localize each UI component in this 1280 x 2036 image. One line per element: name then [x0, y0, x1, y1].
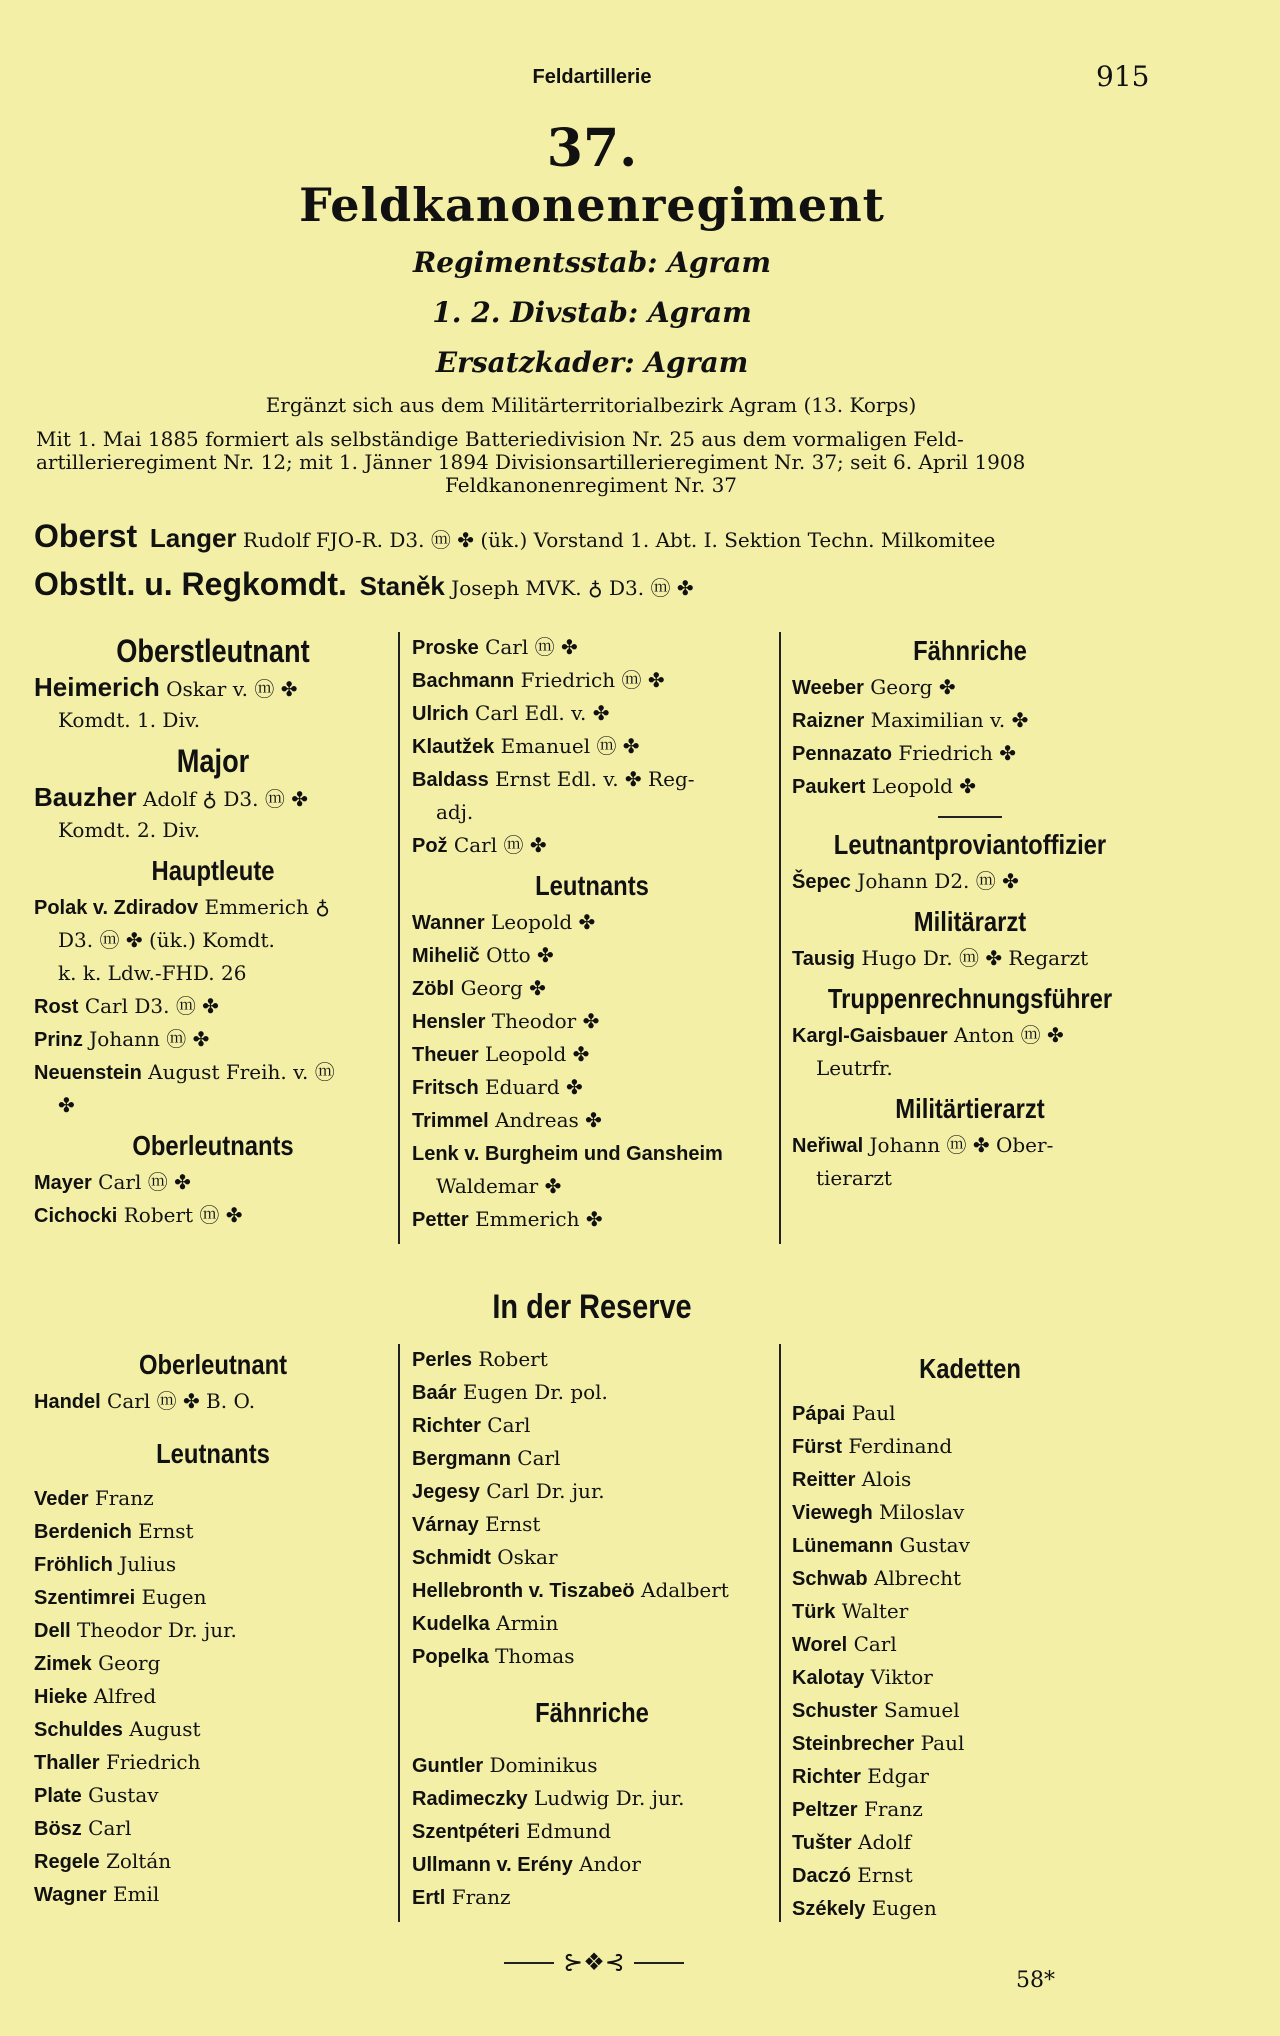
- officer-name: Proske: [412, 637, 479, 659]
- officer-name: Popelka: [412, 1646, 489, 1668]
- reserve-column-1: [34, 1342, 392, 1912]
- officer-details: Paul: [851, 1401, 896, 1425]
- officer-details: Albrecht: [873, 1566, 962, 1590]
- officer-details: Carl ⓜ ✤: [98, 1170, 191, 1194]
- officer-details: Hugo Dr. ⓜ ✤ Regarzt: [861, 946, 1089, 970]
- officer-note: Komdt. 1. Div.: [58, 708, 201, 732]
- officer-name: Paukert: [792, 776, 866, 798]
- officer-name: Ertl: [412, 1887, 446, 1909]
- officer-details: Franz: [863, 1797, 923, 1821]
- officer-name: Šepec: [792, 871, 851, 893]
- officer-details: Georg: [98, 1651, 161, 1675]
- officer-details: Carl: [853, 1632, 897, 1656]
- officer-name: Reitter: [792, 1469, 856, 1491]
- page-number: 915: [1096, 60, 1150, 93]
- regimentsstab-line: Regimentsstab: Agram: [412, 246, 772, 279]
- heading-faehnriche: Fähnriche: [913, 635, 1027, 666]
- heading-oberstleutnant: Oberstleutnant: [116, 633, 310, 669]
- officer-name: Steinbrecher: [792, 1733, 915, 1755]
- officer-name: Richter: [412, 1415, 481, 1437]
- history-line-3: Feldkanonenregiment Nr. 37: [444, 473, 738, 497]
- officer-name: Kalotay: [792, 1667, 865, 1689]
- officer-name: Petter: [412, 1209, 469, 1231]
- officer-name: Zöbl: [412, 978, 455, 1000]
- column-divider: [398, 1344, 400, 1922]
- officer-name: Szentimrei: [34, 1587, 136, 1609]
- signature-mark: 58*: [1016, 1968, 1055, 1993]
- officer-name: Polak v. Zdiradov: [34, 897, 199, 919]
- officer-details: Viktor: [870, 1665, 933, 1689]
- officer-details: Carl D3. ⓜ ✤: [84, 994, 219, 1018]
- colonel-name: Langer: [149, 523, 237, 553]
- officer-details: Ernst Edl. v. ✤ Reg-: [495, 767, 695, 791]
- officer-name: Trimmel: [412, 1110, 489, 1132]
- reserve-heading: In der Reserve: [492, 1288, 692, 1326]
- officer-name: Viewegh: [792, 1502, 873, 1524]
- officer-details: Friedrich: [105, 1750, 201, 1774]
- officer-name: Hellebronth v. Tiszabeö: [412, 1580, 635, 1602]
- officer-details: Carl Dr. jur.: [486, 1479, 605, 1503]
- officer-details: Edgar: [867, 1764, 929, 1788]
- heading-major: Major: [176, 743, 250, 779]
- officer-name: Fritsch: [412, 1077, 479, 1099]
- officer-details: Johann ⓜ ✤: [89, 1027, 210, 1051]
- heading-militaerarzt: Militärarzt: [913, 906, 1027, 937]
- officer-name: Szentpéteri: [412, 1821, 520, 1843]
- officer-details: Robert: [478, 1347, 548, 1371]
- officer-details: Samuel: [883, 1698, 960, 1722]
- column-divider: [779, 632, 781, 1244]
- officer-name: Daczó: [792, 1865, 851, 1887]
- officer-name: Pápai: [792, 1403, 846, 1425]
- officer-details-cont: ✤: [58, 1093, 75, 1117]
- officer-name: Schwab: [792, 1568, 868, 1590]
- officer-details: Eugen: [141, 1585, 207, 1609]
- officer-name: Pož: [412, 835, 448, 857]
- officer-details: Emil: [112, 1882, 160, 1906]
- officer-details: Johann D2. ⓜ ✤: [857, 869, 1019, 893]
- officer-name: Várnay: [412, 1514, 479, 1536]
- officer-details: Theodor Dr. jur.: [77, 1618, 237, 1642]
- heading-kadetten: Kadetten: [919, 1353, 1021, 1384]
- running-title: Feldartillerie: [532, 66, 652, 88]
- officer-name: Weeber: [792, 677, 864, 699]
- officer-details: Johann ⓜ ✤ Ober-: [869, 1133, 1054, 1157]
- officer-name: Baldass: [412, 769, 489, 791]
- colonel-line: [34, 518, 995, 555]
- footer-ornament: ⊱❖⊰: [554, 1948, 634, 1976]
- officer-name: Bachmann: [412, 670, 515, 692]
- officer-name: Tušter: [792, 1832, 852, 1854]
- officer-name: Mayer: [34, 1172, 92, 1194]
- officer-name: Lenk v. Burgheim und Gansheim: [412, 1143, 723, 1165]
- officer-details: Ludwig Dr. jur.: [533, 1786, 685, 1810]
- colonel-details: Rudolf FJO-R. D3. ⓜ ✤ (ük.) Vorstand 1. Abt. I. Sektion Techn. Milkomitee: [242, 528, 996, 552]
- officer-name: Heimerich: [34, 672, 160, 702]
- officer-name: Jegesy: [412, 1481, 480, 1503]
- officer-name: Wanner: [412, 912, 485, 934]
- officer-details: Dominikus: [489, 1753, 598, 1777]
- officer-name: Kudelka: [412, 1613, 490, 1635]
- commander-details: Joseph MVK. ♁ D3. ⓜ ✤: [451, 576, 694, 600]
- active-column-1: [34, 628, 392, 1233]
- officer-name: Bösz: [34, 1818, 82, 1840]
- officer-name: Wagner: [34, 1884, 107, 1906]
- officer-details-cont: k. k. Ldw.-FHD. 26: [58, 961, 247, 985]
- officer-name: Schuster: [792, 1700, 878, 1722]
- officer-name: Neuenstein: [34, 1062, 142, 1084]
- officer-details-cont: Leutrfr.: [816, 1056, 893, 1080]
- officer-name: Mihelič: [412, 945, 480, 967]
- officer-details: Carl: [517, 1446, 561, 1470]
- ersatzkader-line: Ersatzkader: Agram: [435, 346, 749, 379]
- officer-details: Leopold ✤: [485, 1042, 590, 1066]
- officer-name: Veder: [34, 1488, 89, 1510]
- officer-name: Neřiwal: [792, 1135, 864, 1157]
- officer-details: August Freih. v. ⓜ: [148, 1060, 335, 1084]
- officer-details: Friedrich ✤: [898, 741, 1017, 765]
- officer-details: Leopold ✤: [490, 910, 596, 934]
- officer-details: Georg ✤: [870, 675, 956, 699]
- officer-name: Plate: [34, 1785, 82, 1807]
- officer-name: Berdenich: [34, 1521, 132, 1543]
- officer-details: Robert ⓜ ✤: [123, 1203, 243, 1227]
- officer-name: Zimek: [34, 1653, 92, 1675]
- officer-details: Eugen: [871, 1896, 937, 1920]
- officer-details: Miloslav: [879, 1500, 965, 1524]
- officer-name: Ullmann v. Erény: [412, 1854, 573, 1876]
- officer-details: Zoltán: [105, 1849, 172, 1873]
- officer-details: Andor: [579, 1852, 641, 1876]
- officer-details: Emmerich ✤: [475, 1207, 603, 1231]
- officer-details: Ernst: [485, 1512, 541, 1536]
- heading-leutnants: Leutnants: [535, 870, 649, 901]
- active-column-3: [792, 628, 1148, 1196]
- officer-name: Raizner: [792, 710, 865, 732]
- officer-details: Adalbert: [641, 1578, 729, 1602]
- officer-details: Alois: [861, 1467, 912, 1491]
- officer-details: August: [129, 1717, 201, 1741]
- officer-name: Worel: [792, 1634, 848, 1656]
- officer-details: Ferdinand: [848, 1434, 953, 1458]
- officer-details: Julius: [119, 1552, 177, 1576]
- officer-name: Theuer: [412, 1044, 479, 1066]
- officer-name: Baár: [412, 1382, 457, 1404]
- officer-details: Gustav: [88, 1783, 159, 1807]
- officer-details: Edmund: [526, 1819, 612, 1843]
- officer-name: Türk: [792, 1601, 836, 1623]
- officer-name: Tausig: [792, 948, 855, 970]
- officer-details: Paul: [920, 1731, 965, 1755]
- officer-name: Fürst: [792, 1436, 842, 1458]
- supplement-text: Ergänzt sich aus dem Militärterritorialbezirk Agram (13. Korps): [265, 393, 917, 417]
- officer-details: Georg ✤: [460, 976, 546, 1000]
- commander-rank: Obstlt. u. Regkomdt.: [34, 566, 347, 602]
- officer-name: Bauzher: [34, 782, 137, 812]
- officer-name: Fröhlich: [34, 1554, 113, 1576]
- officer-details: Emmerich ♁: [204, 895, 330, 919]
- officer-name: Pennazato: [792, 743, 893, 765]
- heading-rechnungsfuehrer: Truppenrechnungsführer: [827, 983, 1113, 1014]
- officer-details: Thomas: [495, 1644, 575, 1668]
- reserve-column-2: [412, 1344, 772, 1915]
- officer-details: Emanuel ⓜ ✤: [500, 734, 640, 758]
- officer-details: Otto ✤: [486, 943, 554, 967]
- heading-reserve-oberleutnant: Oberleutnant: [138, 1349, 288, 1380]
- officer-details: Adolf ♁ D3. ⓜ ✤: [142, 787, 308, 811]
- commander-line: [34, 566, 694, 603]
- officer-name: Dell: [34, 1620, 71, 1642]
- colonel-rank: Oberst: [34, 518, 138, 554]
- heading-oberleutnants: Oberleutnants: [132, 1130, 294, 1161]
- officer-details: Andreas ✤: [495, 1108, 602, 1132]
- officer-note: Komdt. 2. Div.: [58, 818, 201, 842]
- officer-name: Handel: [34, 1391, 101, 1413]
- officer-details: Ernst: [138, 1519, 194, 1543]
- officer-details: Maximilian v. ✤: [870, 708, 1029, 732]
- officer-details: Carl ⓜ ✤: [453, 833, 547, 857]
- heading-reserve-leutnants: Leutnants: [156, 1438, 270, 1469]
- officer-details: Carl: [88, 1816, 132, 1840]
- officer-details: Oskar v. ⓜ ✤: [166, 677, 298, 701]
- officer-name: Peltzer: [792, 1799, 858, 1821]
- officer-details: Carl Edl. v. ✤: [475, 701, 610, 725]
- regiment-name: Feldkanonenregiment: [299, 178, 885, 232]
- officer-name: Lünemann: [792, 1535, 894, 1557]
- active-column-2: [412, 632, 772, 1237]
- officer-details: Gustav: [899, 1533, 970, 1557]
- officer-name: Kargl-Gaisbauer: [792, 1025, 948, 1047]
- divstab-line: 1. 2. Divstab: Agram: [432, 296, 752, 329]
- officer-name: Székely: [792, 1898, 866, 1920]
- reserve-column-3: [792, 1348, 1148, 1926]
- officer-details: Franz: [451, 1885, 511, 1909]
- officer-name: Guntler: [412, 1755, 484, 1777]
- commander-name: Staněk: [359, 571, 445, 601]
- officer-details: Leopold ✤: [871, 774, 977, 798]
- history-line-1: Mit 1. Mai 1885 formiert als selbständige Batteriedivision Nr. 25 aus dem vormaligen Feld-: [36, 427, 964, 451]
- officer-details: Carl ⓜ ✤ B. O.: [107, 1389, 256, 1413]
- section-rule: [938, 816, 1002, 818]
- officer-name: Prinz: [34, 1029, 83, 1051]
- officer-name: Schmidt: [412, 1547, 491, 1569]
- officer-details: Oskar: [497, 1545, 558, 1569]
- officer-name: Cichocki: [34, 1205, 118, 1227]
- officer-details: Anton ⓜ ✤: [953, 1023, 1064, 1047]
- officer-name: Perles: [412, 1349, 473, 1371]
- column-divider: [398, 632, 400, 1244]
- officer-details: Armin: [496, 1611, 559, 1635]
- officer-name: Hieke: [34, 1686, 88, 1708]
- officer-details: Carl: [487, 1413, 531, 1437]
- officer-details-cont: tierarzt: [816, 1166, 892, 1190]
- heading-hauptleute: Hauptleute: [151, 855, 275, 886]
- officer-name: Schuldes: [34, 1719, 123, 1741]
- column-divider: [779, 1344, 781, 1922]
- officer-details-cont: adj.: [436, 800, 474, 824]
- officer-details-cont: D3. ⓜ ✤ (ük.) Komdt.: [58, 928, 275, 952]
- officer-name: Hensler: [412, 1011, 486, 1033]
- officer-name: Richter: [792, 1766, 861, 1788]
- officer-name: Regele: [34, 1851, 100, 1873]
- officer-details-cont: Waldemar ✤: [436, 1174, 562, 1198]
- officer-details: Friedrich ⓜ ✤: [520, 668, 665, 692]
- heading-reserve-faehnriche: Fähnriche: [535, 1697, 649, 1728]
- officer-details: Carl ⓜ ✤: [485, 635, 578, 659]
- officer-details: Theodor ✤: [491, 1009, 600, 1033]
- officer-name: Thaller: [34, 1752, 100, 1774]
- officer-details: Walter: [841, 1599, 909, 1623]
- officer-details: Eugen Dr. pol.: [462, 1380, 608, 1404]
- officer-name: Klautžek: [412, 736, 495, 758]
- officer-name: Radimeczky: [412, 1788, 528, 1810]
- heading-militaertierarzt: Militärtierarzt: [895, 1093, 1045, 1124]
- officer-details: Adolf: [858, 1830, 912, 1854]
- officer-name: Ulrich: [412, 703, 469, 725]
- officer-name: Bergmann: [412, 1448, 511, 1470]
- officer-details: Franz: [94, 1486, 154, 1510]
- officer-details: Ernst: [857, 1863, 913, 1887]
- heading-proviantoffizier: Leutnantproviantoffizier: [833, 829, 1107, 860]
- officer-details: Eduard ✤: [485, 1075, 583, 1099]
- officer-name: Rost: [34, 996, 79, 1018]
- regiment-number: 37.: [546, 118, 638, 179]
- history-line-2: artillerieregiment Nr. 12; mit 1. Jänner 1894 Divisionsartillerieregiment Nr. 37; seit 6. April 1908: [36, 450, 1026, 474]
- officer-details: Alfred: [93, 1684, 157, 1708]
